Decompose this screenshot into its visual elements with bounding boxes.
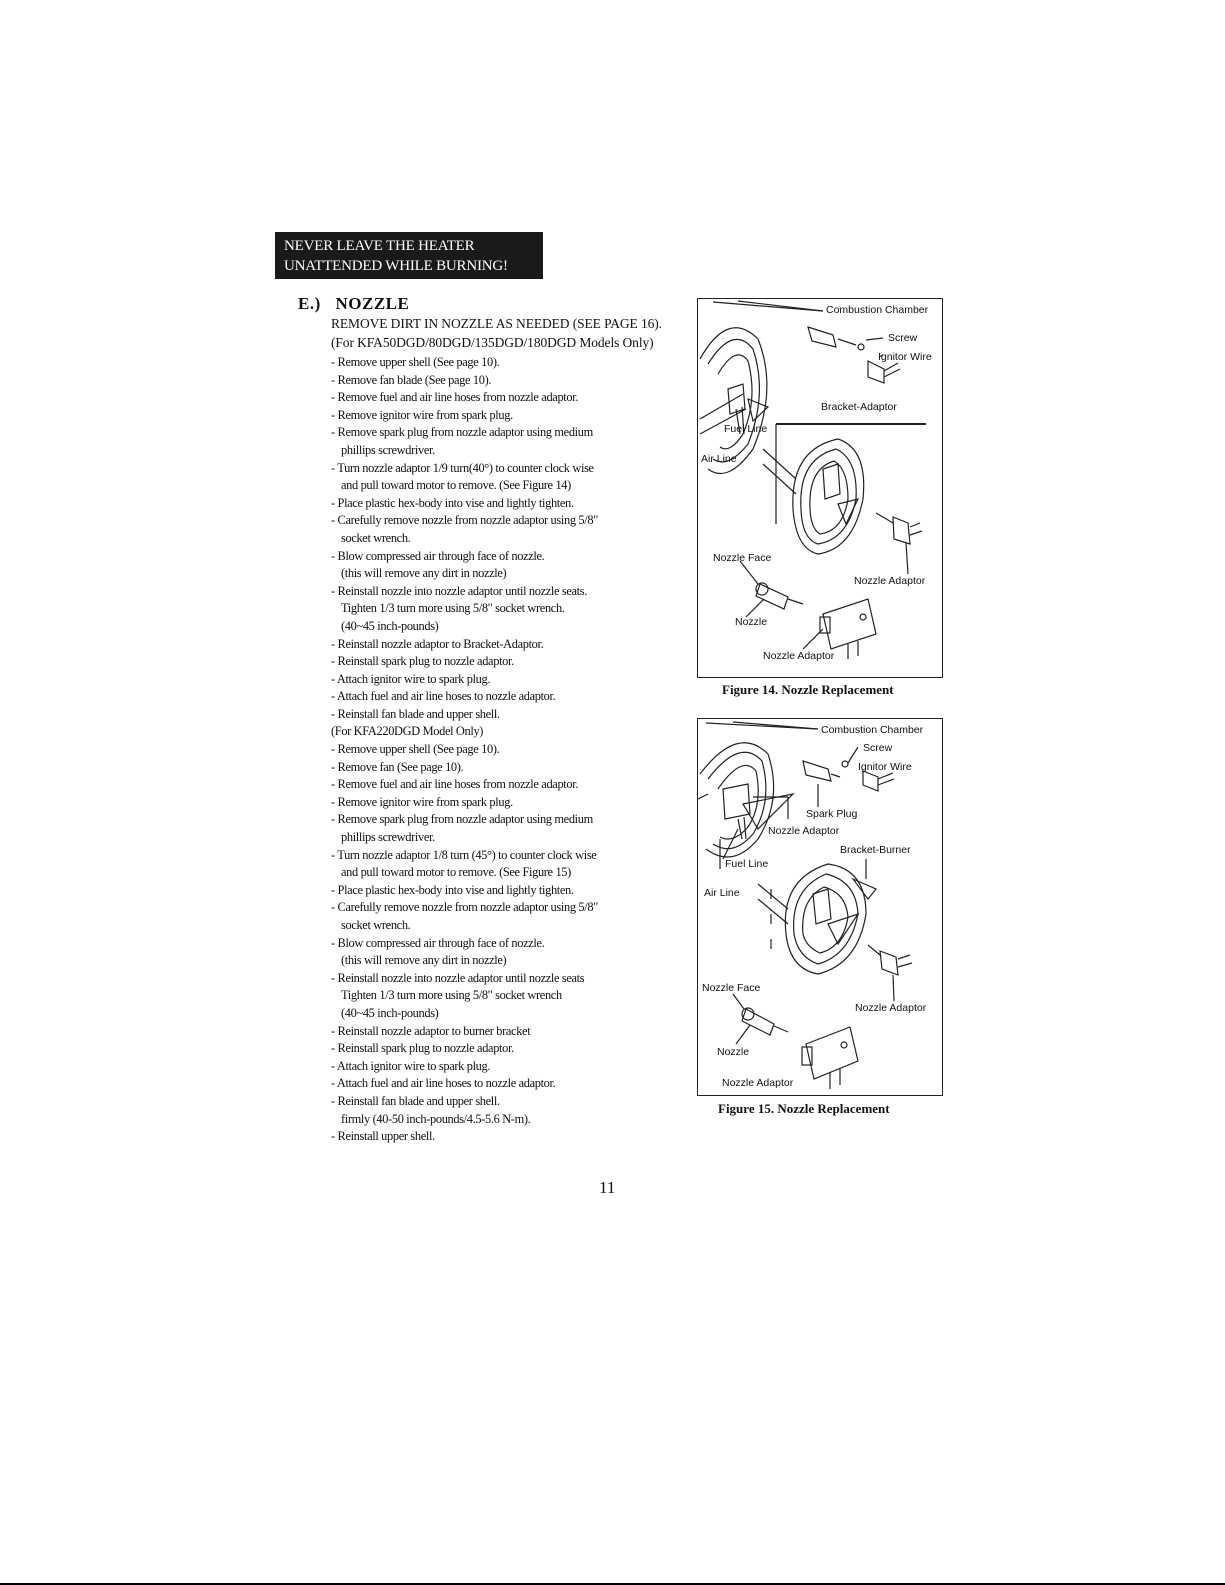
- warning-line-2: UNATTENDED WHILE BURNING!: [284, 258, 508, 274]
- list-item: - Remove ignitor wire from spark plug.: [331, 407, 513, 422]
- figure-15-illustration: [697, 718, 943, 1096]
- list-item: (40~45 inch-pounds): [341, 1005, 439, 1020]
- list-item: - Attach ignitor wire to spark plug.: [331, 1058, 491, 1073]
- label-nozzle-face: Nozzle Face: [702, 982, 761, 994]
- label-air-line: Air Line: [704, 887, 740, 899]
- list-item: - Turn nozzle adaptor 1/9 turn(40°) to counter clock wise: [331, 460, 594, 475]
- label-nozzle-adaptor-bottom: Nozzle Adaptor: [722, 1077, 794, 1089]
- warning-line-1: NEVER LEAVE THE HEATER: [284, 238, 475, 254]
- figure-15-drawing: [698, 719, 944, 1097]
- remove-dirt-note: REMOVE DIRT IN NOZZLE AS NEEDED (SEE PAGE 16).: [331, 316, 662, 331]
- list-item: - Attach fuel and air line hoses to nozzle adaptor.: [331, 689, 556, 704]
- list-item: - Reinstall nozzle adaptor to Bracket-Adaptor.: [331, 636, 544, 651]
- model-b-note: (For KFA220DGD Model Only): [331, 724, 484, 739]
- label-fuel-line: Fuel Line: [724, 423, 768, 435]
- label-spark-plug: Spark Plug: [806, 808, 858, 820]
- list-item: - Reinstall nozzle into nozzle adaptor until nozzle seats: [331, 970, 585, 985]
- list-item: - Remove upper shell (See page 10).: [331, 742, 500, 757]
- list-item: - Remove upper shell (See page 10).: [331, 355, 500, 369]
- list-item: - Attach fuel and air line hoses to nozzle adaptor.: [331, 1076, 556, 1091]
- list-item: - Reinstall fan blade and upper shell.: [331, 706, 500, 721]
- list-item: (40~45 inch-pounds): [341, 618, 439, 633]
- list-item: phillips screwdriver.: [341, 830, 435, 845]
- list-item: socket wrench.: [341, 530, 411, 545]
- label-nozzle: Nozzle: [735, 616, 768, 628]
- list-item: - Remove fan (See page 10).: [331, 759, 464, 774]
- list-item: - Reinstall fan blade and upper shell.: [331, 1093, 500, 1108]
- list-item: - Reinstall spark plug to nozzle adaptor.: [331, 1041, 514, 1056]
- label-combustion-chamber: Combustion Chamber: [826, 304, 929, 316]
- list-item: - Remove spark plug from nozzle adaptor using medium: [331, 812, 593, 827]
- list-item: phillips screwdriver.: [341, 442, 435, 457]
- list-item: - Place plastic hex-body into vise and lightly tighten.: [331, 495, 574, 510]
- list-item: - Attach ignitor wire to spark plug.: [331, 671, 491, 686]
- list-item: (this will remove any dirt in nozzle): [341, 953, 507, 968]
- label-nozzle-adaptor-bottom: Nozzle Adaptor: [763, 650, 835, 662]
- label-nozzle-adaptor-top: Nozzle Adaptor: [768, 825, 840, 837]
- label-screw: Screw: [888, 332, 918, 344]
- label-air-line: Air Line: [701, 453, 737, 465]
- list-item: - Blow compressed air through face of nozzle.: [331, 548, 545, 563]
- list-item: - Reinstall nozzle into nozzle adaptor until nozzle seats.: [331, 583, 587, 598]
- label-ignitor-wire: Ignitor Wire: [878, 351, 932, 363]
- steps-list-a: [331, 354, 691, 1146]
- list-item: - Remove ignitor wire from spark plug.: [331, 794, 513, 809]
- figure-15-caption: Figure 15. Nozzle Replacement: [718, 1101, 890, 1116]
- section-heading: [298, 294, 409, 314]
- figure-14-caption: Figure 14. Nozzle Replacement: [722, 682, 894, 697]
- list-item: - Blow compressed air through face of nozzle.: [331, 935, 545, 950]
- list-item: - Reinstall spark plug to nozzle adaptor.: [331, 654, 514, 669]
- list-item: - Reinstall upper shell.: [331, 1129, 435, 1144]
- list-item: - Remove fuel and air line hoses from nozzle adaptor.: [331, 777, 579, 792]
- list-item: socket wrench.: [341, 918, 411, 932]
- list-item: - Remove fuel and air line hoses from nozzle adaptor.: [331, 390, 579, 405]
- section-letter: E.): [298, 294, 321, 313]
- list-item: - Carefully remove nozzle from nozzle adaptor using 5/8": [331, 900, 598, 915]
- list-item: Tighten 1/3 turn more using 5/8" socket wrench: [341, 988, 562, 1003]
- label-bracket-adaptor: Bracket-Adaptor: [821, 401, 897, 413]
- list-item: firmly (40-50 inch-pounds/4.5-5.6 N-m).: [341, 1111, 531, 1126]
- label-nozzle-adaptor-right: Nozzle Adaptor: [855, 1002, 927, 1014]
- label-screw: Screw: [863, 742, 893, 754]
- warning-banner: [275, 232, 543, 279]
- figure-14-illustration: [697, 298, 943, 678]
- list-item: - Turn nozzle adaptor 1/8 turn (45°) to counter clock wise: [331, 847, 597, 862]
- label-nozzle-face: Nozzle Face: [713, 552, 772, 564]
- models-note: (For KFA50DGD/80DGD/135DGD/180DGD Models Only): [331, 335, 654, 350]
- label-combustion-chamber: Combustion Chamber: [821, 724, 924, 736]
- list-item: and pull toward motor to remove. (See Figure 15): [341, 865, 571, 880]
- list-item: - Carefully remove nozzle from nozzle adaptor using 5/8": [331, 513, 598, 528]
- list-item: - Remove fan blade (See page 10).: [331, 372, 492, 387]
- page-number: 11: [599, 1178, 616, 1197]
- list-item: (this will remove any dirt in nozzle): [341, 566, 507, 581]
- list-item: - Remove spark plug from nozzle adaptor using medium: [331, 425, 593, 440]
- label-fuel-line: Fuel Line: [725, 858, 769, 870]
- list-item: - Reinstall nozzle adaptor to burner bracket: [331, 1023, 531, 1038]
- label-nozzle-adaptor-right: Nozzle Adaptor: [854, 575, 926, 587]
- label-bracket-burner: Bracket-Burner: [840, 844, 911, 856]
- list-item: Tighten 1/3 turn more using 5/8" socket wrench.: [341, 601, 565, 616]
- label-ignitor-wire: Ignitor Wire: [858, 761, 912, 773]
- label-nozzle: Nozzle: [717, 1046, 750, 1058]
- section-title: NOZZLE: [335, 294, 410, 313]
- list-item: - Place plastic hex-body into vise and lightly tighten.: [331, 882, 574, 897]
- list-item: and pull toward motor to remove. (See Figure 14): [341, 478, 571, 493]
